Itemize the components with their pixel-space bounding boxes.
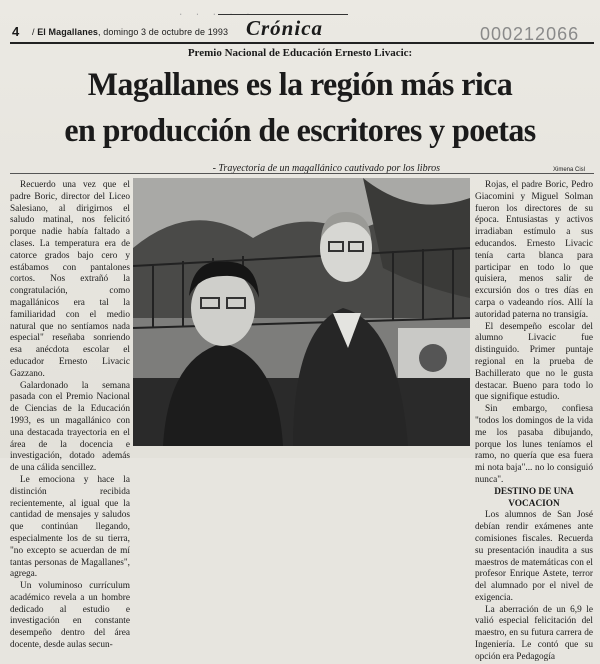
page-number: 4 bbox=[12, 24, 20, 39]
photo-illustration bbox=[133, 178, 470, 446]
headline bbox=[9, 62, 591, 154]
portrait-photo bbox=[133, 178, 470, 446]
paragraph: La aberración de un 6,9 le valió especial felicitación del maestro, en su futura carrera de Ingeniería. Le contó que su opción era Pedagogía bbox=[475, 604, 593, 662]
paragraph: Rojas, el padre Boric, Pedro Giacomini y Miguel Solman fueron los directores de su época. Entusiastas y activos irradiaban estímulo a sus educandos. Ernesto Livacic tenía carta blanca para participar en todo lo que quisiera, menos salir de excursión dos o tres días en carpa o vadeando ríos. Allí la autoridad paterna no transigía. bbox=[475, 180, 593, 320]
subheadline-divider bbox=[10, 173, 594, 174]
paragraph: Le emociona y hace la distinción recibida recientemente, al igual que la cantidad de mensajes y saludos que continúan llegando, especialmente los de su tierra, "no excepto se acuerdan de mí tantas personas de Magallanes", agrega. bbox=[10, 474, 130, 580]
stamp-marks: · · · · · bbox=[178, 10, 254, 20]
article-column-right bbox=[475, 180, 593, 664]
paragraph: Los alumnos de San José debían rendir exámenes ante comisiones fiscales. Recuerda su presentación inaudita a sus maestros de matemáticas con el profesor Enrique Astete, terror del alumnado por el nivel de exigencia. bbox=[475, 510, 593, 603]
section-rule bbox=[218, 14, 348, 15]
section-title: Crónica bbox=[246, 16, 324, 40]
kicker: Premio Nacional de Educación Ernesto Livacic: bbox=[187, 47, 413, 59]
header-divider bbox=[10, 42, 594, 44]
byline: Ximena Cisl bbox=[553, 167, 586, 173]
paragraph: El desempeño escolar del alumno Livacic fue distinguido. Primer puntaje regional en la prueba de Bachillerato que no le gusta destacar. Bueno para todo lo que signifique estudio. bbox=[475, 321, 593, 403]
paragraph: Galardonado la semana pasada con el Premio Nacional de Ciencias de la Educación 1993, es un magallánico con una destacada trayectoria en el área de la docencia e investigación, dotado además de una cálida sencillez. bbox=[10, 380, 130, 474]
article-column-left bbox=[10, 180, 130, 652]
headline-line-2: en producción de escritores y poetas bbox=[64, 113, 536, 149]
headline-line-1: Magallanes es la región más rica bbox=[87, 67, 513, 103]
paragraph: Recuerdo una vez que el padre Boric, director del Liceo Salesiano, al dirigirnos el saludo matinal, nos felicitó porque nadie había faltado a clases. La temperatura era de catorce grados bajo cero y estábamos con pantalones cortos. Nos extrañó la congratulación, como magallánicos era tal la familiaridad con el medio natural que no sentíamos nada especial" reseñaba sonriendo esa anécdota escolar el educador Ernesto Livacic Gazzano. bbox=[10, 180, 130, 379]
paragraph: Un voluminoso currículum académico revela a un hombre dedicado al estudio e investigación en constante desempeño dentro del área docente, desde aulas secun- bbox=[10, 581, 130, 651]
archive-stamp: 000212066 bbox=[480, 24, 580, 44]
paragraph: Sin embargo, confiesa "todos los domingos de la vida me los pasaba dibujando, porque los lunes teníamos el ramo, no quería que esa fuera mi nota baja"... no lo consiguió nunca". bbox=[475, 404, 593, 485]
publication-name: El Magallanes bbox=[37, 27, 99, 37]
publication-date: , domingo 3 de octubre de 1993 bbox=[98, 27, 229, 37]
publication-line: / El Magallanes, domingo 3 de octubre de 1993 bbox=[32, 27, 229, 37]
section-subhead: DESTINO DE UNA VOCACION bbox=[494, 486, 574, 509]
subheadline: - Trayectoria de un magallánico cautivado por los libros bbox=[212, 163, 440, 174]
